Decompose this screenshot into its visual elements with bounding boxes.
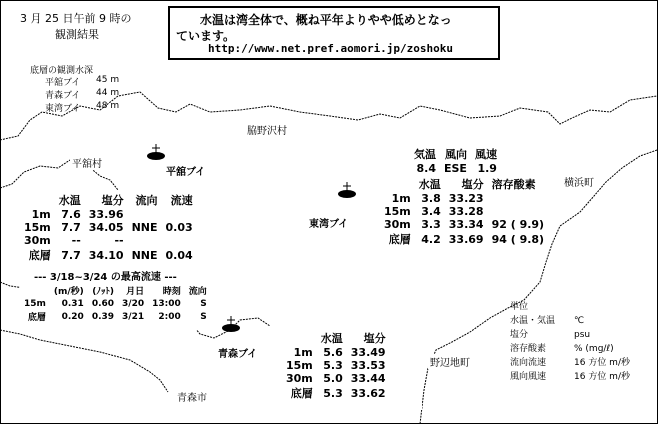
units-row: 溶存酸素 % (mg/ℓ) <box>510 344 614 354</box>
table-row <box>20 234 197 247</box>
table-row <box>282 346 390 359</box>
cell: 94 ( 9.8) <box>491 232 545 246</box>
table-row <box>20 208 197 221</box>
cell: NNE <box>131 248 158 262</box>
cell: 2:00 <box>158 311 181 322</box>
table-header: 気温 <box>414 148 436 161</box>
depth-info-title: 底層の観測水深 <box>30 66 94 76</box>
units-legend <box>510 300 630 384</box>
hiratate-data-panel <box>20 192 210 330</box>
table-row <box>282 372 390 385</box>
table-header: 時刻 <box>162 287 181 297</box>
cell: 5.3 <box>323 386 343 400</box>
units-row: 水温・気温 ℃ <box>510 316 585 326</box>
cell: 15m <box>24 298 46 309</box>
units-row: 流向流速 16 方位 m/秒 <box>510 358 630 368</box>
cell: 33.49 <box>350 346 386 359</box>
table-header: 流向 <box>135 194 158 207</box>
notice-line2: ています。 <box>176 29 236 43</box>
cell: 1.9 <box>477 162 497 175</box>
cell: ESE <box>444 162 467 175</box>
table-header: 塩分 <box>101 194 124 207</box>
table-header <box>282 330 317 346</box>
units-row: 塩分 psu <box>510 330 591 340</box>
cell: 底層 <box>290 387 313 400</box>
place-noheji: 野辺地町 <box>428 354 472 369</box>
cell <box>162 234 197 247</box>
cell: 7.7 <box>61 221 81 234</box>
notice-box <box>168 6 500 60</box>
table-header: 流向 <box>188 287 207 297</box>
cell: 0.60 <box>91 298 115 309</box>
buoy-label-higashi: 東湾ブイ <box>309 219 349 230</box>
cell: 5.6 <box>323 346 343 359</box>
cell: 5.0 <box>323 372 343 385</box>
table-header: 月日 <box>126 287 145 297</box>
table-header: 風向 <box>444 148 467 161</box>
table-row <box>20 297 211 310</box>
depth-row-name: 東湾ブイ <box>45 104 81 114</box>
cell <box>488 192 549 205</box>
cell: 1m <box>293 346 313 359</box>
cell: 34.10 <box>88 248 124 262</box>
units-row: 風向風速 16 方位 m/秒 <box>510 372 630 382</box>
higashi-table <box>380 176 548 247</box>
table-row <box>380 231 548 247</box>
cell: 30m <box>24 234 51 247</box>
table-row <box>410 162 501 175</box>
cell: 0.20 <box>61 311 84 322</box>
table-row <box>20 310 211 323</box>
cell: -- <box>114 234 124 247</box>
cell: 3.4 <box>421 205 441 218</box>
cell: 13:00 <box>152 298 181 309</box>
cell <box>162 208 197 221</box>
units-title: 単位 <box>510 302 529 312</box>
depth-row-value: 48 m <box>96 101 120 111</box>
place-aomori-city: 青森市 <box>175 389 209 404</box>
cell: 4.2 <box>421 232 441 246</box>
notice-line1: 水温は湾全体で、概ね平年よりやや低めとなっ <box>200 13 452 27</box>
cell: 底層 <box>388 233 411 246</box>
map-title-line2: 観測結果 <box>55 28 99 41</box>
table-header: 塩分 <box>363 332 386 345</box>
cell: S <box>200 298 207 309</box>
aomori-data-panel <box>282 326 422 410</box>
table-row <box>380 218 548 231</box>
place-wakinosawa: 脇野沢村 <box>245 122 289 137</box>
depth-row-value: 45 m <box>96 75 120 85</box>
cell: -- <box>71 234 81 247</box>
south-coast <box>0 330 168 392</box>
cell: 15m <box>384 205 411 218</box>
cell: 0.04 <box>165 248 193 262</box>
cell: 1m <box>31 208 51 221</box>
hiratate-table <box>20 192 197 263</box>
buoy-icon <box>220 316 242 336</box>
cell: 0.39 <box>91 311 115 322</box>
table-row <box>282 385 390 401</box>
buoy-label-aomori: 青森ブイ <box>218 349 258 360</box>
depth-row-name: 青森ブイ <box>45 91 81 101</box>
north-coast <box>0 92 657 140</box>
table-header: 塩分 <box>461 178 484 191</box>
cell <box>128 234 162 247</box>
table-header: 風速 <box>474 148 497 161</box>
max-speed-table <box>20 284 211 323</box>
cell: 3.3 <box>421 218 441 231</box>
buoy-icon <box>145 144 167 164</box>
table-header <box>380 176 415 192</box>
table-header: (m/秒) <box>53 287 84 297</box>
cell: 33.53 <box>350 359 386 372</box>
buoy-label-hiratate: 平舘ブイ <box>166 167 206 178</box>
max-speed-title: --- 3/18~3/24 の最高流速 --- <box>34 272 177 283</box>
cell: 7.7 <box>61 248 81 262</box>
cell: 33.34 <box>448 218 484 231</box>
table-row <box>20 221 197 234</box>
cell: 3/21 <box>122 311 145 322</box>
cell: 33.28 <box>448 205 484 218</box>
cell: 92 ( 9.9) <box>491 218 545 231</box>
cell: 底層 <box>27 313 46 323</box>
cell: 34.05 <box>88 221 124 234</box>
depth-row-value: 44 m <box>96 88 120 98</box>
cell: 33.96 <box>88 208 124 221</box>
table-row <box>380 205 548 218</box>
table-header: 流速 <box>170 194 193 207</box>
table-header <box>20 192 55 208</box>
map-title-line1: 3 月 25 日午前 9 時の <box>20 12 132 25</box>
cell: 8.4 <box>416 162 436 175</box>
table-header <box>20 284 50 297</box>
notice-url[interactable]: http://www.net.pref.aomori.jp/zoshoku <box>208 42 454 55</box>
buoy-icon <box>336 182 358 202</box>
table-header: 溶存酸素 <box>491 178 536 191</box>
cell: 0.03 <box>165 221 193 234</box>
higashi-data-panel <box>384 146 545 246</box>
aomori-table <box>282 330 390 401</box>
cell: 30m <box>384 218 411 231</box>
table-header: 水温 <box>320 332 343 345</box>
cell: 33.23 <box>448 192 484 205</box>
cell: 1m <box>391 192 411 205</box>
table-header: 水温 <box>58 194 81 207</box>
cell: 15m <box>286 359 313 372</box>
cell: 33.62 <box>350 386 386 400</box>
cell: S <box>200 311 207 322</box>
cell: 0.31 <box>61 298 84 309</box>
cell: 5.3 <box>323 359 343 372</box>
cell: 3.8 <box>421 192 441 205</box>
cell: NNE <box>131 221 158 234</box>
cell: 30m <box>286 372 313 385</box>
table-row <box>20 247 197 263</box>
depth-row-name: 平舘ブイ <box>45 78 81 88</box>
cell <box>128 208 162 221</box>
cell: 33.44 <box>350 372 386 385</box>
cell: 33.69 <box>448 232 484 246</box>
place-hiratate-village: 平舘村 <box>70 155 104 170</box>
place-yokohama: 横浜町 <box>562 174 596 189</box>
cell: 3/20 <box>122 298 145 309</box>
table-header: (ﾉｯﾄ) <box>92 287 115 297</box>
cell: 7.6 <box>61 208 81 221</box>
table-header: 水温 <box>418 178 441 191</box>
weather-table <box>410 146 501 175</box>
cell <box>488 205 549 218</box>
table-row <box>282 359 390 372</box>
table-row <box>380 192 548 205</box>
cell: 底層 <box>28 249 51 262</box>
cell: 15m <box>24 221 51 234</box>
